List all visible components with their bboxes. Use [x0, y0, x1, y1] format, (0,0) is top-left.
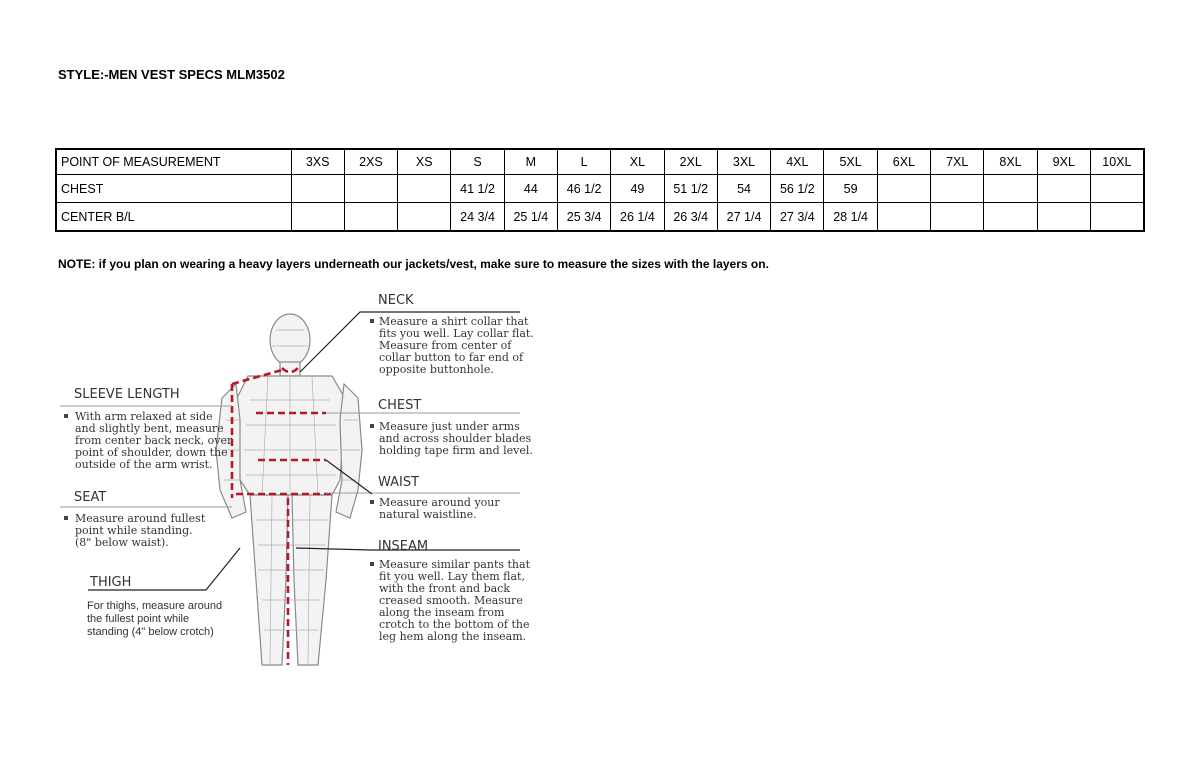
thigh-heading: THIGH	[90, 575, 132, 590]
sleeve-desc: With arm relaxed at side and slightly bent, measure from center back neck, over point of shoulder, down the outside of the arm wrist.	[75, 410, 233, 471]
seat-desc: Measure around fullest point while standing. (8" below waist).	[75, 512, 206, 549]
table-header-cell: 8XL	[984, 149, 1037, 175]
table-cell	[291, 203, 344, 232]
table-cell: 27 1/4	[717, 203, 770, 232]
thigh-desc: For thighs, measure around the fullest point while standing (4" below crotch)	[87, 600, 223, 638]
table-cell	[984, 203, 1037, 232]
table-cell	[1037, 203, 1090, 232]
table-cell	[398, 175, 451, 203]
inseam-heading: INSEAM	[378, 539, 429, 554]
table-header-cell: 3XS	[291, 149, 344, 175]
table-header-cell: POINT OF MEASUREMENT	[56, 149, 291, 175]
table-cell: 27 3/4	[771, 203, 824, 232]
table-header-cell: 6XL	[877, 149, 930, 175]
table-cell	[344, 175, 397, 203]
table-header-cell: 2XL	[664, 149, 717, 175]
table-header-cell: 3XL	[717, 149, 770, 175]
table-cell: 54	[717, 175, 770, 203]
row-label-cell: CENTER B/L	[56, 203, 291, 232]
waist-heading: WAIST	[378, 475, 420, 490]
table-cell: 46 1/2	[557, 175, 610, 203]
neck-desc: Measure a shirt collar that fits you well. Lay collar flat. Measure from center of collar button to far end of opposite buttonhole.	[379, 315, 534, 376]
table-header-cell: XS	[398, 149, 451, 175]
table-cell	[877, 203, 930, 232]
table-header-cell: L	[557, 149, 610, 175]
table-cell	[398, 203, 451, 232]
table-cell: 49	[611, 175, 664, 203]
chest-heading: CHEST	[378, 398, 422, 413]
table-row	[56, 175, 1144, 203]
inseam-desc: Measure similar pants that fit you well. Lay them flat, with the front and back creased smooth. Measure along the inseam from crotch to the bottom of the leg hem along the inseam.	[379, 558, 530, 643]
table-header-cell: 9XL	[1037, 149, 1090, 175]
table-cell: 41 1/2	[451, 175, 504, 203]
table-cell: 25 3/4	[557, 203, 610, 232]
layering-note: NOTE: if you plan on wearing a heavy layers underneath our jackets/vest, make sure to measure the sizes with the layers on.	[58, 257, 769, 271]
table-cell	[291, 175, 344, 203]
table-cell: 24 3/4	[451, 203, 504, 232]
sleeve-heading: SLEEVE LENGTH	[74, 387, 180, 402]
chest-desc: Measure just under arms and across shoulder blades holding tape firm and level.	[379, 420, 533, 457]
table-cell	[1090, 203, 1143, 232]
row-label-cell: CHEST	[56, 175, 291, 203]
table-cell	[1037, 175, 1090, 203]
table-cell	[877, 175, 930, 203]
table-cell: 26 1/4	[611, 203, 664, 232]
table-cell: 44	[504, 175, 557, 203]
table-header-cell: 7XL	[931, 149, 984, 175]
table-cell: 26 3/4	[664, 203, 717, 232]
table-header-row	[56, 149, 1144, 175]
table-header-cell: XL	[611, 149, 664, 175]
measurement-guide-diagram	[0, 280, 560, 670]
size-spec-table	[55, 148, 1145, 232]
waist-desc: Measure around your natural waistline.	[379, 496, 500, 521]
table-row	[56, 203, 1144, 232]
table-header-cell: M	[504, 149, 557, 175]
table-cell: 28 1/4	[824, 203, 877, 232]
table-cell: 56 1/2	[771, 175, 824, 203]
table-header-cell: 2XS	[344, 149, 397, 175]
table-cell	[931, 175, 984, 203]
table-header-cell: 5XL	[824, 149, 877, 175]
table-cell: 51 1/2	[664, 175, 717, 203]
table-cell	[1090, 175, 1143, 203]
table-cell: 25 1/4	[504, 203, 557, 232]
style-title: STYLE:-MEN VEST SPECS MLM3502	[58, 67, 285, 82]
table-cell	[344, 203, 397, 232]
table-cell	[931, 203, 984, 232]
table-cell: 59	[824, 175, 877, 203]
neck-heading: NECK	[378, 293, 414, 308]
seat-heading: SEAT	[74, 490, 107, 505]
table-header-cell: 4XL	[771, 149, 824, 175]
table-header-cell: S	[451, 149, 504, 175]
table-cell	[984, 175, 1037, 203]
table-header-cell: 10XL	[1090, 149, 1143, 175]
